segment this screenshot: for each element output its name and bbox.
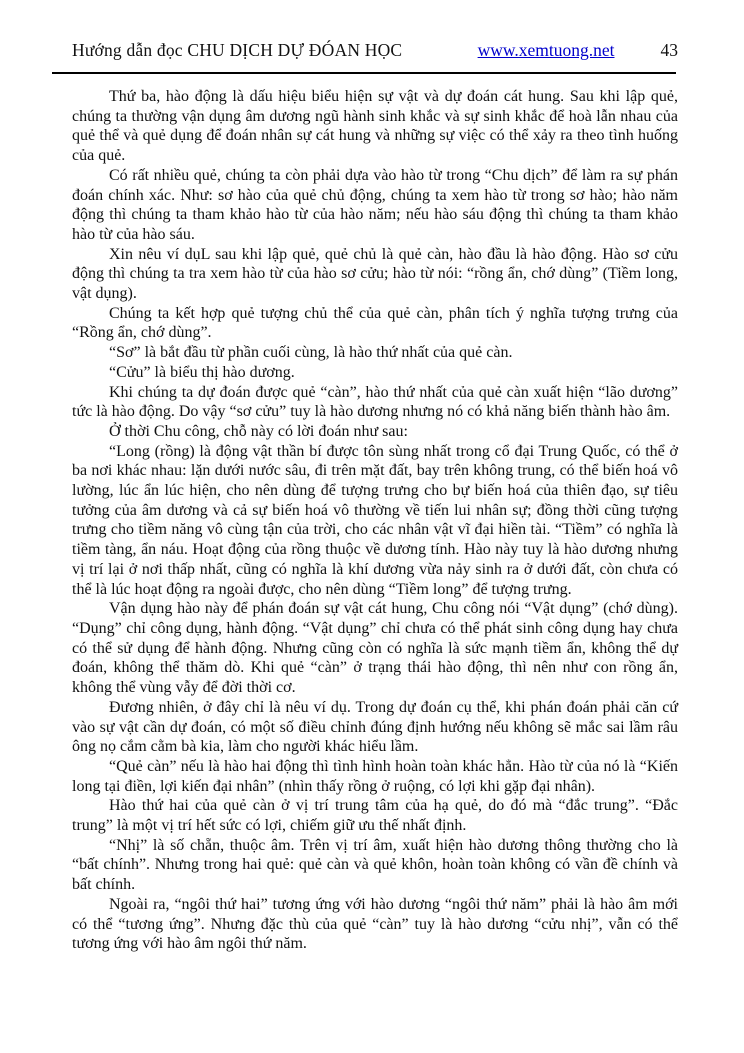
paragraph: Xin nêu ví dụL sau khi lập quẻ, quẻ chủ là quẻ càn, hào đầu là hào động. Hào sơ cửu động thì chúng ta tra xem hào từ của hào sơ cửu; hào từ nói: “rồng ẩn, chớ dùng” (Tiềm long, vật dụng). xyxy=(72,245,678,303)
header-right-group xyxy=(478,40,678,61)
paragraph: “Cửu” là biểu thị hào dương. xyxy=(109,363,295,381)
page-header xyxy=(72,40,678,61)
paragraph: Vận dụng hào này để phán đoán sự vật cát hung, Chu công nói “Vật dụng” (chớ dùng). “Dụng” chỉ công dụng, hành động. “Vật dụng” chỉ chưa có thể phát sinh công dụng hay chưa có thể sử dụng để hành động. Nhưng cũng còn có nghĩa là sức mạnh tiềm ẩn, không thể dự đoán, không thể thăm dò. Khi quẻ “càn” ở trạng thái hào động, thì nên như con rồng ẩn, không thể vùng vẫy để đời thời cơ. xyxy=(72,600,678,697)
paragraph: Khi chúng ta dự đoán được quẻ “càn”, hào thứ nhất của quẻ càn xuất hiện “lão dương” tức là hào động. Do vậy “sơ cửu” tuy là hào dương nhưng nó có khả năng biến thành hào âm. xyxy=(72,383,678,421)
header-divider xyxy=(52,72,676,74)
paragraph: “Sơ” là bắt đầu từ phần cuối cùng, là hào thứ nhất của quẻ càn. xyxy=(109,344,513,362)
paragraph: Có rất nhiều quẻ, chúng ta còn phải dựa vào hào từ trong “Chu dịch” để làm ra sự phán đoán chính xác. Như: sơ hào của quẻ chủ động, chúng ta xem hào từ trong sơ hào; hào năm động thì chúng ta tham khảo hào từ của hào năm; nếu hào sáu động thì chúng ta tham khảo hào từ của hào sáu. xyxy=(72,166,678,243)
paragraph: “Quẻ càn” nếu là hào hai động thì tình hình hoàn toàn khác hẳn. Hào từ của nó là “Kiến long tại điền, lợi kiến đại nhân” (nhìn thấy rồng ở ruộng, có lợi khi gặp đại nhân). xyxy=(72,757,678,795)
paragraph: Thứ ba, hào động là dấu hiệu biểu hiện sự vật và dự đoán cát hung. Sau khi lập quẻ, chúng ta thường vận dụng âm dương ngũ hành sinh khắc và sự sinh khắc để hoà lẫn nhau của quẻ thể và quẻ dụng để đoán nhân sự cát hung và những sự việc có thể xảy ra theo tình huống của quẻ. xyxy=(72,88,678,165)
paragraph: Ngoài ra, “ngôi thứ hai” tương ứng với hào dương “ngôi thứ năm” phải là hào âm mới có thể “tương ứng”. Nhưng đặc thù của quẻ “càn” tuy là hào dương “cửu nhị”, vẫn có thể tương ứng với hào âm ngôi thứ năm. xyxy=(72,895,678,953)
paragraph: Chúng ta kết hợp quẻ tượng chủ thể của quẻ càn, phân tích ý nghĩa tượng trưng của “Rồng ẩn, chớ dùng”. xyxy=(72,304,678,342)
page-number: 43 xyxy=(660,40,678,60)
header-title: Hướng dẫn đọc CHU DỊCH DỰ ĐÓAN HỌC xyxy=(72,40,403,60)
paragraph: Hào thứ hai của quẻ càn ở vị trí trung tâm của hạ quẻ, do đó mà “đắc trung”. “Đắc trung” là một vị trí hết sức có lợi, chiếm giữ ưu thế nhất định. xyxy=(72,797,678,835)
document-body xyxy=(72,87,678,954)
paragraph: Ở thời Chu công, chỗ này có lời đoán như sau: xyxy=(109,422,408,440)
paragraph: “Long (rồng) là động vật thần bí được tôn sùng nhất trong cổ đại Trung Quốc, có thể ở ba nơi khác nhau: lặn dưới nước sâu, đi trên mặt đất, bay trên không trung, có thể biến hoá vô lường, lúc ẩn lúc hiện, cho nên dùng để tượng trưng cho bự biến hoá của thiên đạo, sự tiêu tưởng của âm dương và cả sự biến hoá vô thường về tiến lui nhân sự; đồng thời cũng tượng trưng cho tiềm năng vô cùng tận của trời, cho các nhân vật vĩ đại hiền tài. “Tiềm” có nghĩa là tiềm tàng, ẩn náu. Hoạt động của rồng thuộc về dương tính. Hào này tuy là hào dương nhưng vị trí lại ở nơi thấp nhất, cũng có nghĩa là khí dương vừa nảy sinh ra ở dưới đất, còn chưa có thể là lúc hoạt động ra ngoài được, cho nên dùng “Tiềm long” để tượng trưng. xyxy=(72,442,678,598)
website-link[interactable]: www.xemtuong.net xyxy=(477,40,615,60)
paragraph: Đương nhiên, ở đây chỉ là nêu ví dụ. Trong dự đoán cụ thể, khi phán đoán phải căn cứ vào sự vật cần dự đoán, có một số điều chỉnh đúng định hướng nếu không sẽ mắc sai lầm râu ông nọ cắm cằm bà kia, làm cho người khác hiểu lầm. xyxy=(72,698,678,756)
paragraph: “Nhị” là số chẵn, thuộc âm. Trên vị trí âm, xuất hiện hào dương thông thường cho là “bất chính”. Nhưng trong hai quẻ: quẻ càn và quẻ khôn, hoàn toàn không có vần đề chính và bất chính. xyxy=(72,836,678,894)
